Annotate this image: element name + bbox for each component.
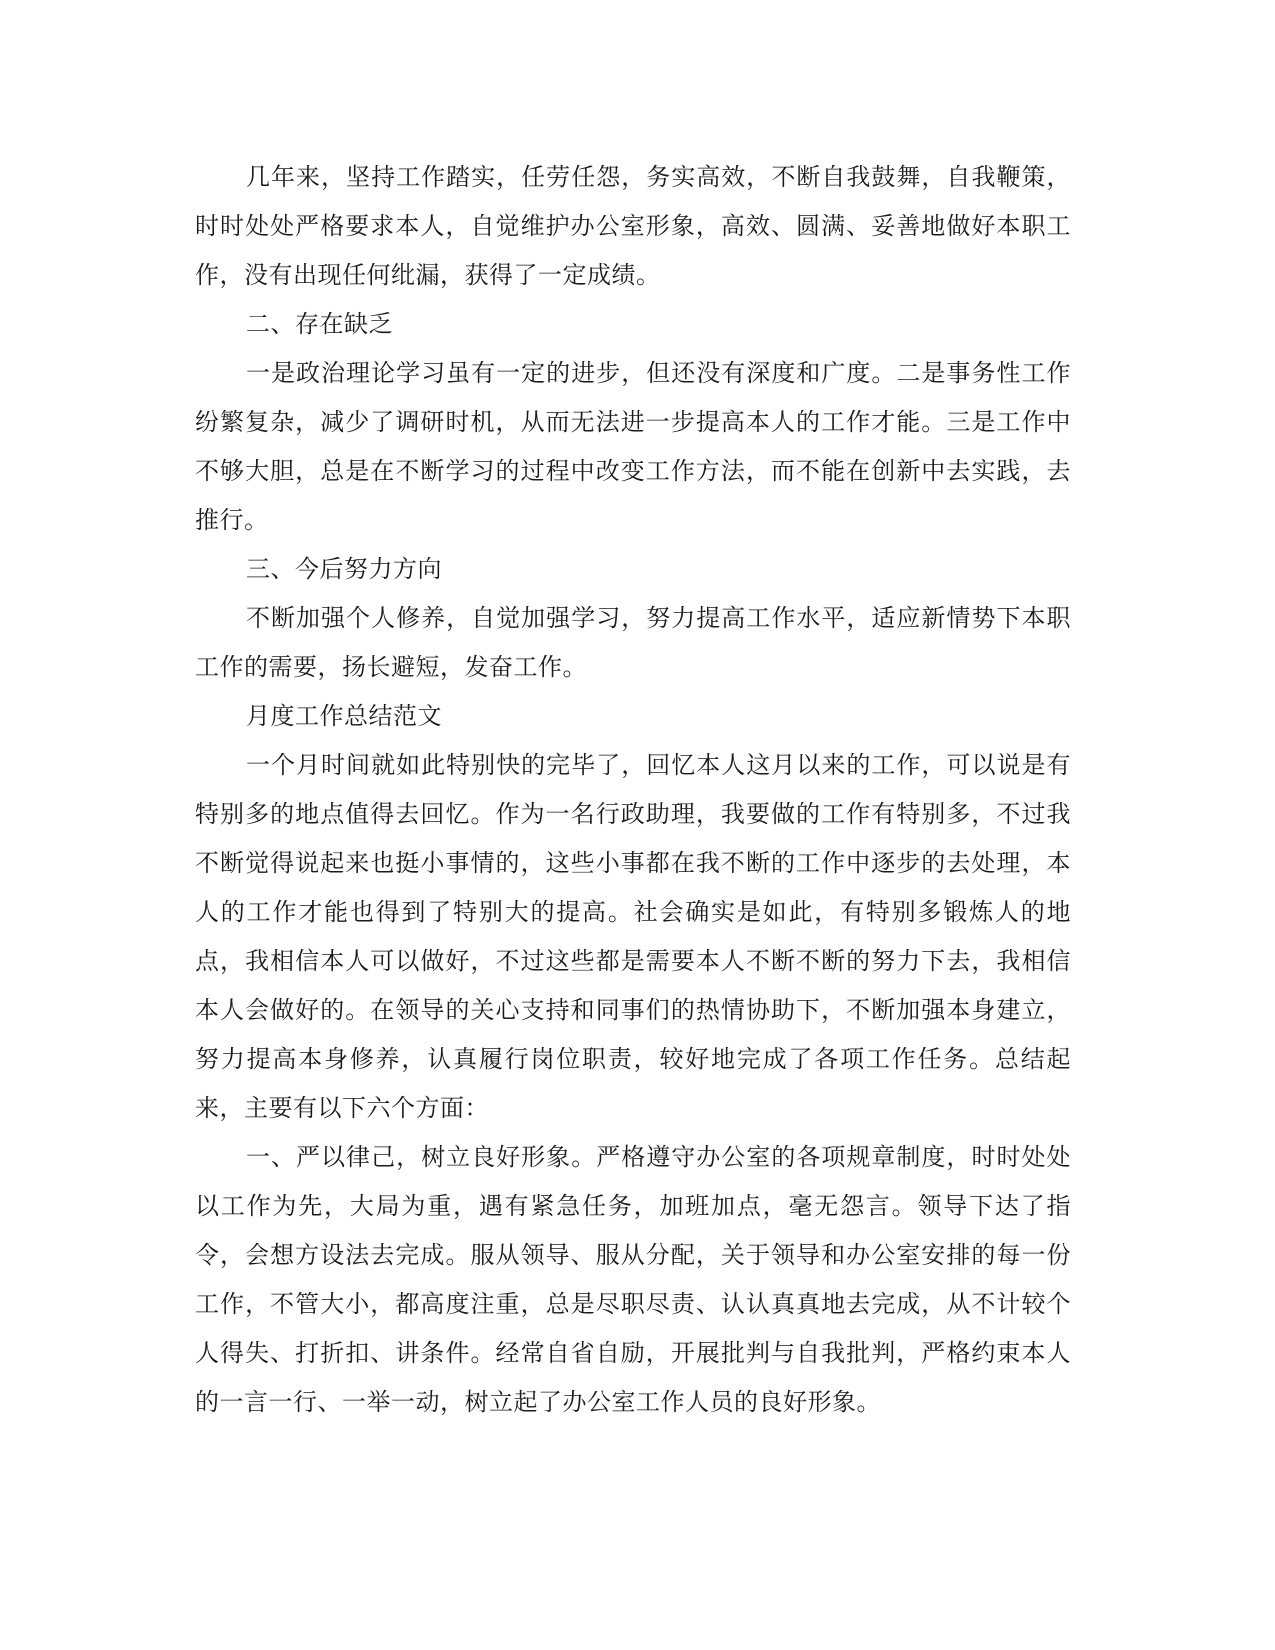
paragraph-shortcomings: 一是政治理论学习虽有一定的进步，但还没有深度和广度。二是事务性工作纷繁复杂，减少了调研时机，从而无法进一步提高本人的工作才能。三是工作中不够大胆，总是在不断学习的过程中改变工作方法，而不能在创新中去实践，去推行。 — [195, 359, 1071, 534]
paragraph-future-direction: 不断加强个人修养，自觉加强学习，努力提高工作水平，适应新情势下本职工作的需要，扬长避短，发奋工作。 — [195, 604, 1071, 681]
section-title-monthly-summary: 月度工作总结范文 — [246, 702, 442, 730]
paragraph-monthly-intro: 一个月时间就如此特别快的完毕了，回忆本人这月以来的工作，可以说是有特别多的地点值得去回忆。作为一名行政助理，我要做的工作有特别多，不过我不断觉得说起来也挺小事情的，这些小事都在我不断的工作中逐步的去处理，本人的工作才能也得到了特别大的提高。社会确实是如此，有特别多锻炼人的地点，我相信本人可以做好，不过这些都是需要本人不断不断的努力下去，我相信本人会做好的。在领导的关心支持和同事们的热情协助下，不断加强本身建立，努力提高本身修养，认真履行岗位职责，较好地完成了各项工作任务。总结起来，主要有以下六个方面： — [195, 751, 1071, 1122]
document-body — [195, 153, 1071, 1427]
heading-future-direction: 三、今后努力方向 — [246, 555, 442, 583]
heading-shortcomings: 二、存在缺乏 — [246, 310, 393, 338]
paragraph-work-summary: 几年来，坚持工作踏实，任劳任怨，务实高效，不断自我鼓舞，自我鞭策，时时处处严格要求本人，自觉维护办公室形象，高效、圆满、妥善地做好本职工作，没有出现任何纰漏，获得了一定成绩。 — [195, 163, 1071, 289]
paragraph-self-discipline: 一、严以律己，树立良好形象。严格遵守办公室的各项规章制度，时时处处以工作为先，大局为重，遇有紧急任务，加班加点，毫无怨言。领导下达了指令，会想方设法去完成。服从领导、服从分配，关于领导和办公室安排的每一份工作，不管大小，都高度注重，总是尽职尽责、认认真真地去完成，从不计较个人得失、打折扣、讲条件。经常自省自励，开展批判与自我批判，严格约束本人的一言一行、一举一动，树立起了办公室工作人员的良好形象。 — [195, 1143, 1071, 1416]
